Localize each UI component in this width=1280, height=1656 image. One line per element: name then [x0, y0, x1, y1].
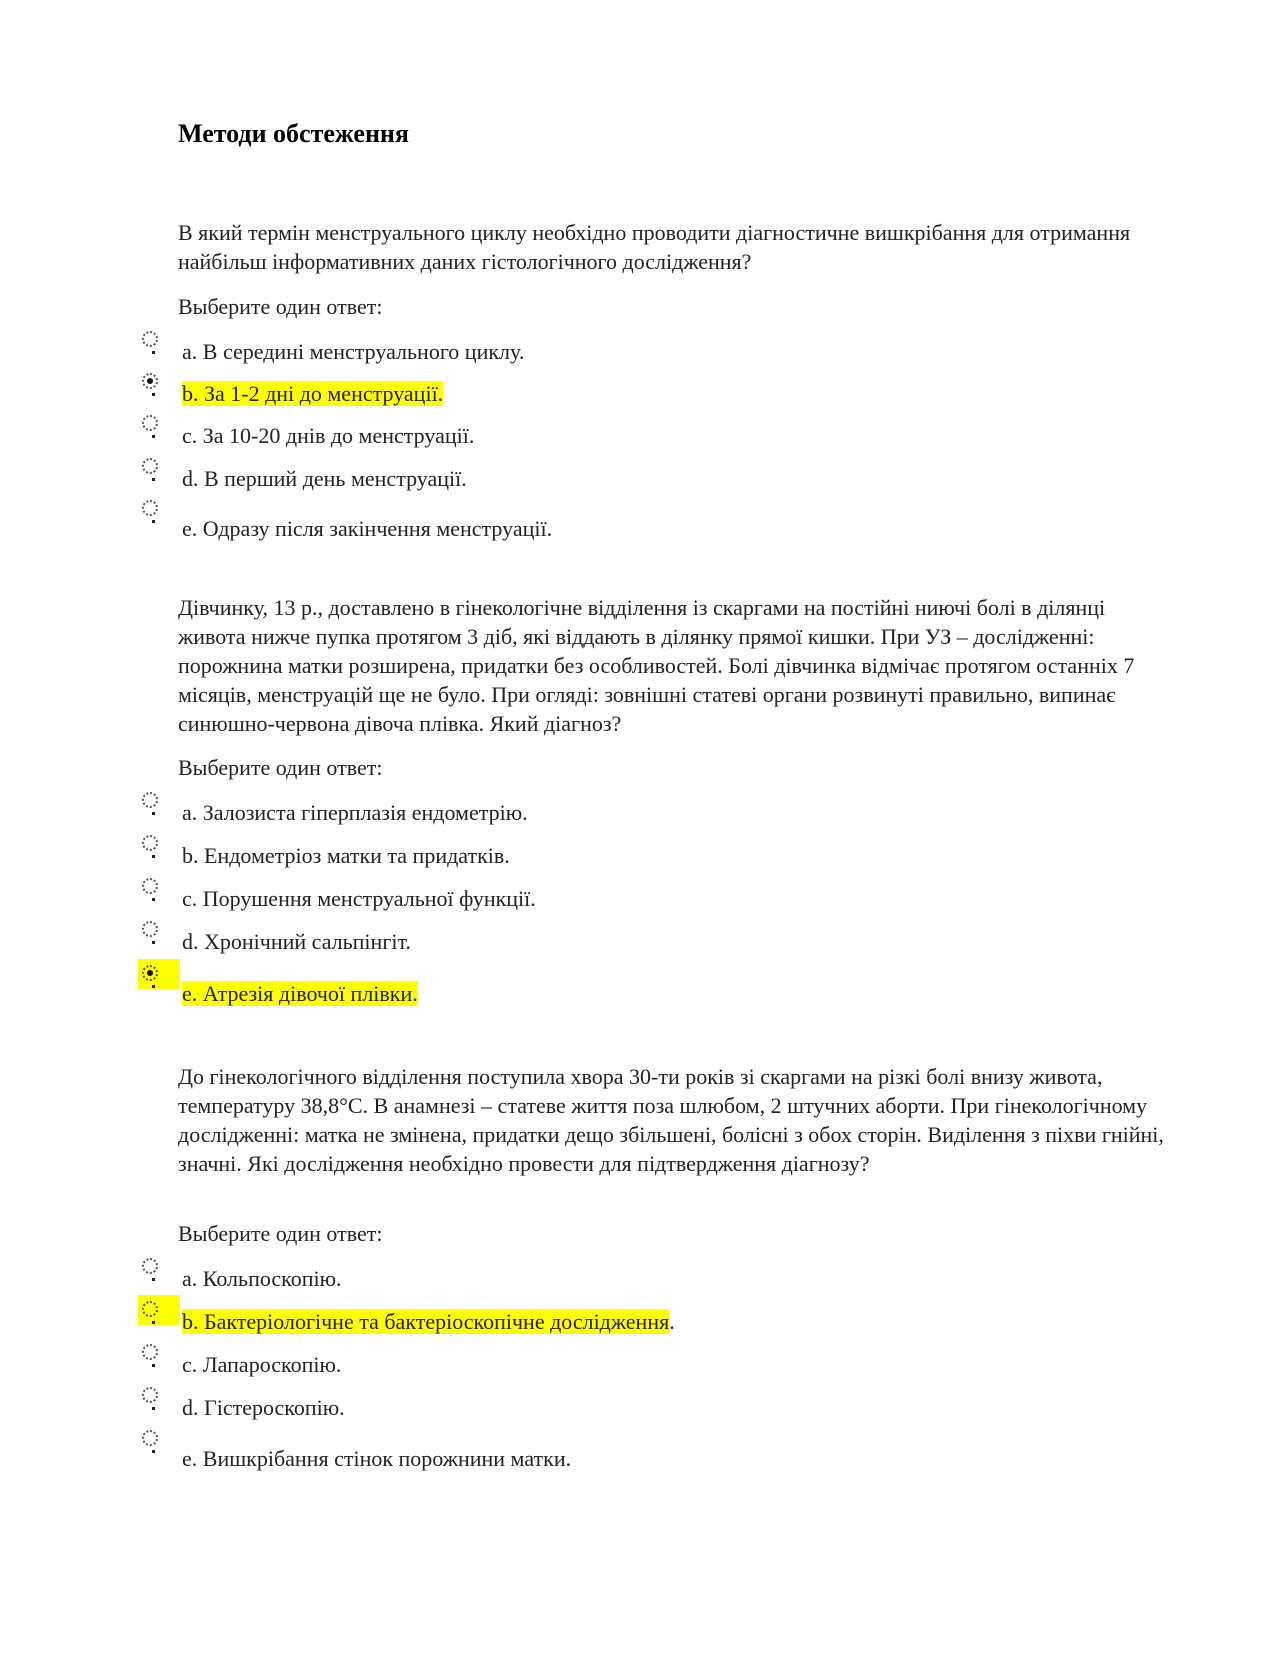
option-label: a. Залозиста гіперплазія ендометрію.: [182, 800, 528, 825]
option-label: d. В перший день менструації.: [182, 466, 467, 491]
question-3-text: До гінекологічного відділення поступила хвора 30-ти років зі скаргами на різкі болі внизу живота, температуру 38,8°С. В анамнезі – статеве життя поза шлюбом, 2 штучних аборти. При гінекологічному дослідженні: матка не змінена, придатки дещо збільшені, болісні з обох сторін. Виділення з піхви гнійні, значні. Які дослідження необхідно провести для підтвердження діагнозу?: [178, 1064, 1164, 1176]
question-1-text: В який термін менструального циклу необхідно проводити діагностичне вишкрібання для отримання найбільш інформативних даних гістологічного дослідження?: [178, 220, 1131, 274]
radio-button[interactable]: [142, 500, 158, 516]
radio-tick-mark: [152, 855, 155, 858]
radio-button[interactable]: [142, 415, 158, 431]
q2-option-b[interactable]: [138, 835, 1138, 875]
option-label: c. Порушення менструальної функції.: [182, 886, 536, 911]
option-label: d. Гістероскопію.: [182, 1395, 345, 1420]
radio-tick-mark: [152, 985, 155, 988]
option-label: c. За 10-20 днів до менструації.: [182, 423, 475, 448]
radio-tick-mark: [152, 812, 155, 815]
radio-button[interactable]: [142, 792, 158, 808]
radio-tick-mark: [152, 1321, 155, 1324]
q1-option-b[interactable]: [138, 373, 1138, 413]
radio-tick-mark: [152, 520, 155, 523]
radio-button[interactable]: [142, 331, 158, 347]
option-label-highlighted: e. Атрезія дівочої плівки.: [182, 981, 418, 1006]
option-label-suffix: .: [669, 1309, 675, 1334]
radio-button[interactable]: [142, 1387, 158, 1403]
radio-tick-mark: [152, 1278, 155, 1281]
radio-button[interactable]: [142, 1258, 158, 1274]
radio-tick-mark: [152, 351, 155, 354]
radio-button[interactable]: [142, 835, 158, 851]
q3-option-c[interactable]: [138, 1344, 1138, 1384]
option-label: a. В середині менструального циклу.: [182, 339, 525, 364]
question-3-prompt: Выберите один ответ:: [178, 1221, 383, 1246]
radio-button-selected[interactable]: [142, 965, 158, 981]
q1-option-d[interactable]: [138, 458, 1138, 498]
question-1-prompt: Выберите один ответ:: [178, 294, 383, 319]
radio-button[interactable]: [142, 1344, 158, 1360]
question-2-text: Дівчинку, 13 р., доставлено в гінекологічне відділення із скаргами на постійні ниючі болі в ділянці живота нижче пупка протягом 3 діб, які віддають в ділянку прямої кишки. При УЗ – дослідженні: порожнина матки розширена, придатки без особливостей. Болі дівчинка відмічає протягом останніх 7 місяців, менструацій ще не було. При огляді: зовнішні статеві органи розвинуті правильно, випинає синюшно-червона дівоча плівка. Який діагноз?: [178, 595, 1135, 736]
q3-option-e[interactable]: [138, 1430, 1138, 1470]
q1-option-c[interactable]: [138, 415, 1138, 455]
radio-tick-mark: [152, 435, 155, 438]
radio-tick-mark: [152, 941, 155, 944]
option-label: e. Вишкрібання стінок порожнини матки.: [182, 1446, 572, 1471]
q1-option-a[interactable]: [138, 331, 1138, 371]
radio-tick-mark: [152, 1364, 155, 1367]
q2-option-d[interactable]: [138, 921, 1138, 961]
option-label: d. Хронічний сальпінгіт.: [182, 929, 411, 954]
radio-button-selected[interactable]: [142, 373, 158, 389]
radio-tick-mark: [152, 1407, 155, 1410]
option-label-highlighted: b. Бактеріологічне та бактеріоскопічне дослідження: [182, 1309, 670, 1334]
option-label: c. Лапароскопію.: [182, 1352, 342, 1377]
radio-tick-mark: [152, 478, 155, 481]
q3-option-d[interactable]: [138, 1387, 1138, 1427]
radio-button[interactable]: [142, 458, 158, 474]
option-label: b. Ендометріоз матки та придатків.: [182, 843, 510, 868]
radio-button[interactable]: [142, 878, 158, 894]
option-label: e. Одразу після закінчення менструації.: [182, 516, 553, 541]
radio-button[interactable]: [142, 1430, 158, 1446]
option-label-highlighted: b. За 1-2 дні до менструації.: [182, 381, 444, 406]
radio-tick-mark: [152, 1450, 155, 1453]
q3-option-b[interactable]: [138, 1301, 1138, 1341]
q1-option-e[interactable]: [138, 500, 1138, 540]
option-label: a. Кольпоскопію.: [182, 1266, 342, 1291]
radio-button[interactable]: [142, 921, 158, 937]
q3-option-a[interactable]: [138, 1258, 1138, 1298]
q2-option-c[interactable]: [138, 878, 1138, 918]
q2-option-a[interactable]: [138, 792, 1138, 832]
q2-option-e[interactable]: [138, 965, 1138, 1005]
page-title: Методи обстеження: [178, 119, 409, 148]
radio-tick-mark: [152, 898, 155, 901]
radio-button[interactable]: [142, 1301, 158, 1317]
radio-tick-mark: [152, 393, 155, 396]
question-2-prompt: Выберите один ответ:: [178, 755, 383, 780]
